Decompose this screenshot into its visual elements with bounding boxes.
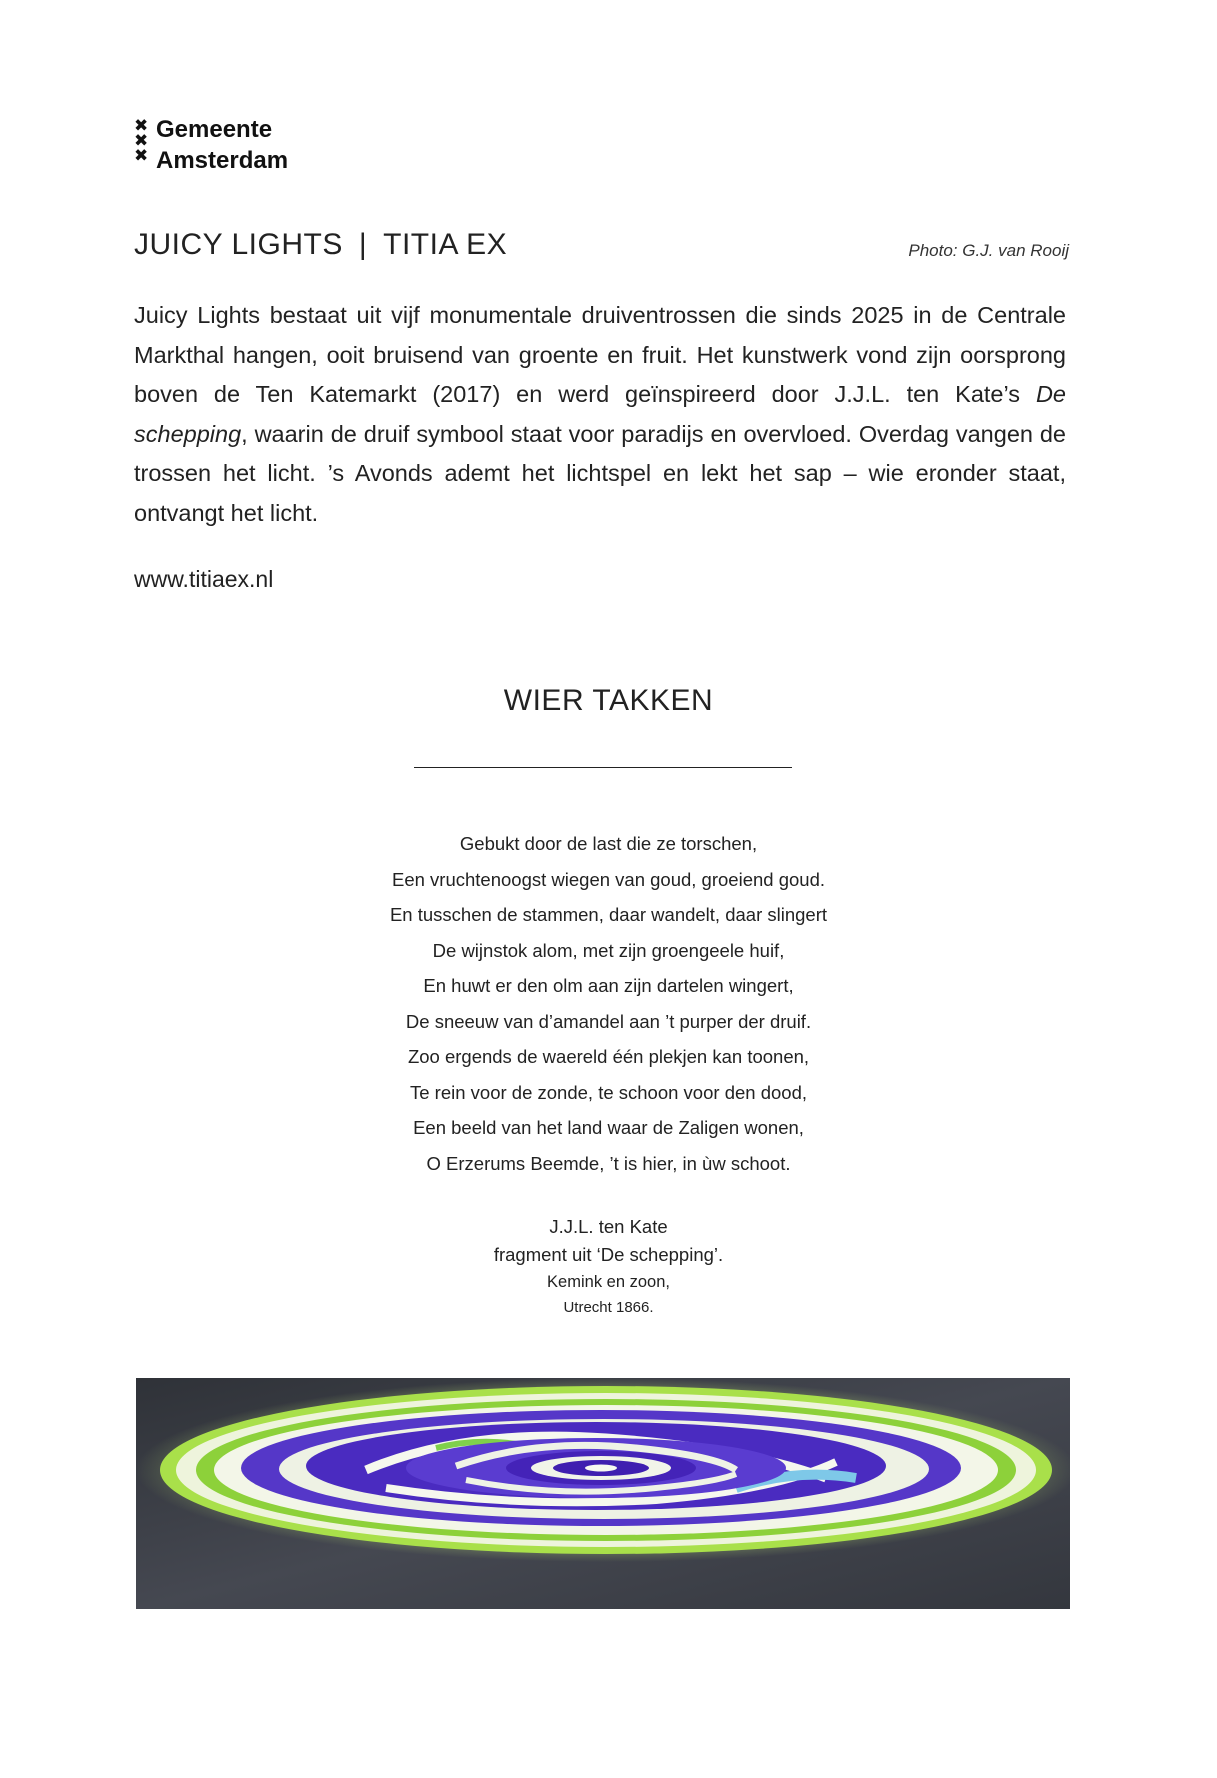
title-artist: TITIA EX: [383, 228, 508, 261]
poem-line: Zoo ergends de waereld één plekjen kan toonen,: [407, 1046, 810, 1067]
attribution-source: fragment uit ‘De schepping’.: [493, 1244, 724, 1265]
title-separator: |: [358, 228, 368, 261]
poem-line: O Erzerums Beemde, ’t is hier, in ùw schoot.: [426, 1152, 791, 1174]
poem-line: En huwt er den olm aan zijn dartelen wingert,: [423, 975, 794, 996]
poem-line: Een vruchtenoogst wiegen van goud, groeiend goud.: [391, 868, 825, 890]
poem-line: De wijnstok alom, met zijn groengeele huif,: [432, 939, 785, 961]
website-link[interactable]: www.titiaex.nl: [134, 566, 274, 592]
poem-line: Te rein voor de zonde, te schoon voor den dood,: [410, 1081, 807, 1103]
title-work: JUICY LIGHTS: [134, 228, 343, 261]
poem-title: WIER TAKKEN: [503, 684, 714, 717]
attribution-author: J.J.L. ten Kate: [549, 1216, 668, 1237]
photo-credit: Photo: G.J. van Rooij: [908, 241, 1069, 260]
andreas-crosses-icon: [134, 118, 150, 163]
logo-line-2: Amsterdam: [156, 147, 289, 174]
poem-line: Gebukt door de last die ze torschen,: [459, 833, 758, 854]
logo-text: [156, 114, 288, 176]
light-projection-photo: [136, 1378, 1070, 1609]
attribution-publisher: Kemink en zoon,: [547, 1273, 670, 1291]
poem-attribution: [0, 1213, 1217, 1321]
intro-italic-title: De schepping: [134, 381, 1066, 447]
intro-paragraph: [134, 296, 1066, 533]
poem: [0, 826, 1217, 1181]
poem-line: De sneeuw van d’amandel aan ’t purper der druif.: [405, 1010, 812, 1032]
attribution-place-year: Utrecht 1866.: [563, 1299, 654, 1316]
intro-text-1: Juicy Lights bestaat uit vijf monumentale druiventrossen die sinds 2025 in de Centrale Markthal hangen, ooit bruisend van groente en fruit. Het kunstwerk vond zijn oorsprong boven de Ten Katemarkt (2017) en werd geïnspireerd door J.J.L. ten Kate’s: [134, 302, 1066, 407]
intro-text-2: , waarin de druif symbool staat voor paradijs en overvloed. Overdag vangen de trossen het licht. ’s Avonds ademt het lichtspel en lekt het sap – wie eronder staat, ontvangt het licht.: [134, 420, 1066, 526]
cross-icon: ✖: [134, 131, 149, 150]
cross-icon: ✖: [134, 116, 149, 135]
poem-line: Een beeld van het land waar de Zaligen wonen,: [413, 1117, 804, 1138]
page-title: [134, 228, 507, 262]
center-spot: [585, 1465, 617, 1472]
divider: [414, 767, 792, 768]
poem-line: En tusschen de stammen, daar wandelt, daar slingert: [389, 904, 828, 925]
logo-line-1: Gemeente: [156, 116, 273, 143]
cross-icon: ✖: [134, 146, 149, 165]
